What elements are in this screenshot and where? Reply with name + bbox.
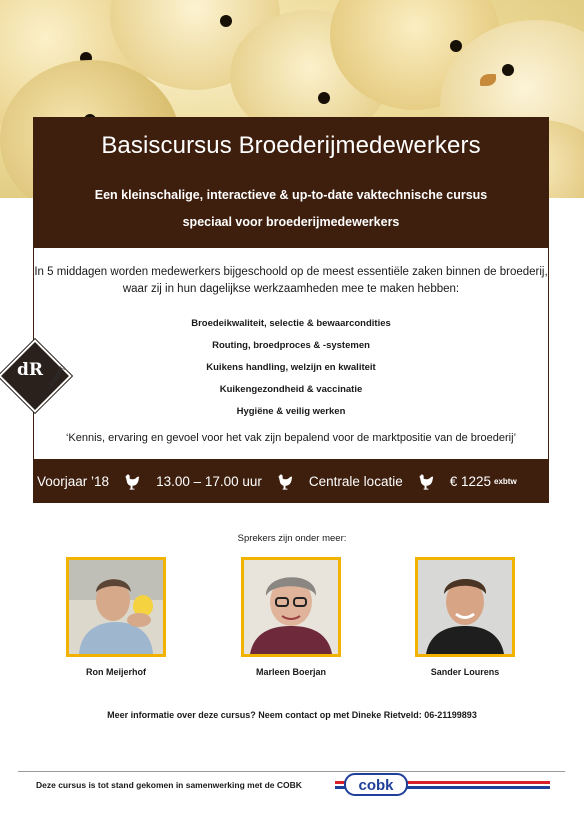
speaker-card: [241, 557, 341, 677]
topic-item: Kuikens handling, welzijn en kwaliteit: [206, 362, 376, 373]
speaker-name: Sander Lourens: [430, 667, 500, 677]
period-text: Voorjaar ’18: [37, 473, 110, 489]
topic-list: [34, 313, 548, 423]
course-subtitle-line1: Een kleinschalige, interactieve & up-to-date vaktechnische cursus: [94, 188, 488, 202]
title-banner: [33, 117, 549, 248]
topic-item: Broedeikwaliteit, selectie & bewaarcondities: [191, 318, 391, 329]
speaker-photo: [241, 557, 341, 657]
location-text: Centrale locatie: [308, 473, 403, 489]
course-title: Basiscursus Broederijmedewerkers: [101, 132, 481, 159]
topic-item: Routing, broedproces & -systemen: [212, 340, 370, 351]
footer-text: Deze cursus is tot stand gekomen in samenwerking met de COBK: [36, 780, 302, 790]
speaker-card: [66, 557, 166, 677]
speaker-name: Marleen Boerjan: [255, 667, 327, 677]
speakers-heading: Sprekers zijn onder meer:: [237, 533, 347, 544]
quote-text: ‘Kennis, ervaring en gevoel voor het vak zijn bepalend voor de marktpositie van de broederij’: [65, 432, 517, 444]
hen-icon: [123, 472, 142, 491]
price-note: exbtw: [494, 476, 517, 486]
contact-info: Meer informatie over deze cursus? Neem contact op met Dineke Rietveld: 06-21199893: [107, 710, 477, 720]
dr-logo-letters: dR: [16, 360, 43, 380]
dr-logo-subtext: Training: [48, 364, 67, 389]
speaker-card: [415, 557, 515, 677]
cobk-logo-text: cobk: [358, 777, 394, 794]
course-content: [33, 248, 549, 459]
topic-item: Kuikengezondheid & vaccinatie: [219, 384, 363, 395]
speaker-photo: [415, 557, 515, 657]
hen-icon: [276, 472, 295, 491]
intro-text: [34, 264, 548, 298]
speaker-photo: [66, 557, 166, 657]
course-subtitle-line2: speciaal voor broederijmedewerkers: [182, 215, 400, 229]
intro-line: waar zij in hun dagelijkse werkzaamheden mee te maken hebben:: [122, 283, 460, 295]
topic-item: Hygiëne & veilig werken: [236, 406, 346, 417]
info-bar: [33, 459, 549, 503]
intro-line: In 5 middagen worden medewerkers bijgeschoold op de meest essentiële zaken binnen de broederij,: [34, 266, 548, 278]
speaker-name: Ron Meijerhof: [86, 667, 146, 677]
hen-icon: [417, 472, 436, 491]
cobk-logo: [335, 772, 550, 797]
time-text: 13.00 – 17.00 uur: [156, 473, 262, 489]
price-text: € 1225: [449, 473, 492, 489]
